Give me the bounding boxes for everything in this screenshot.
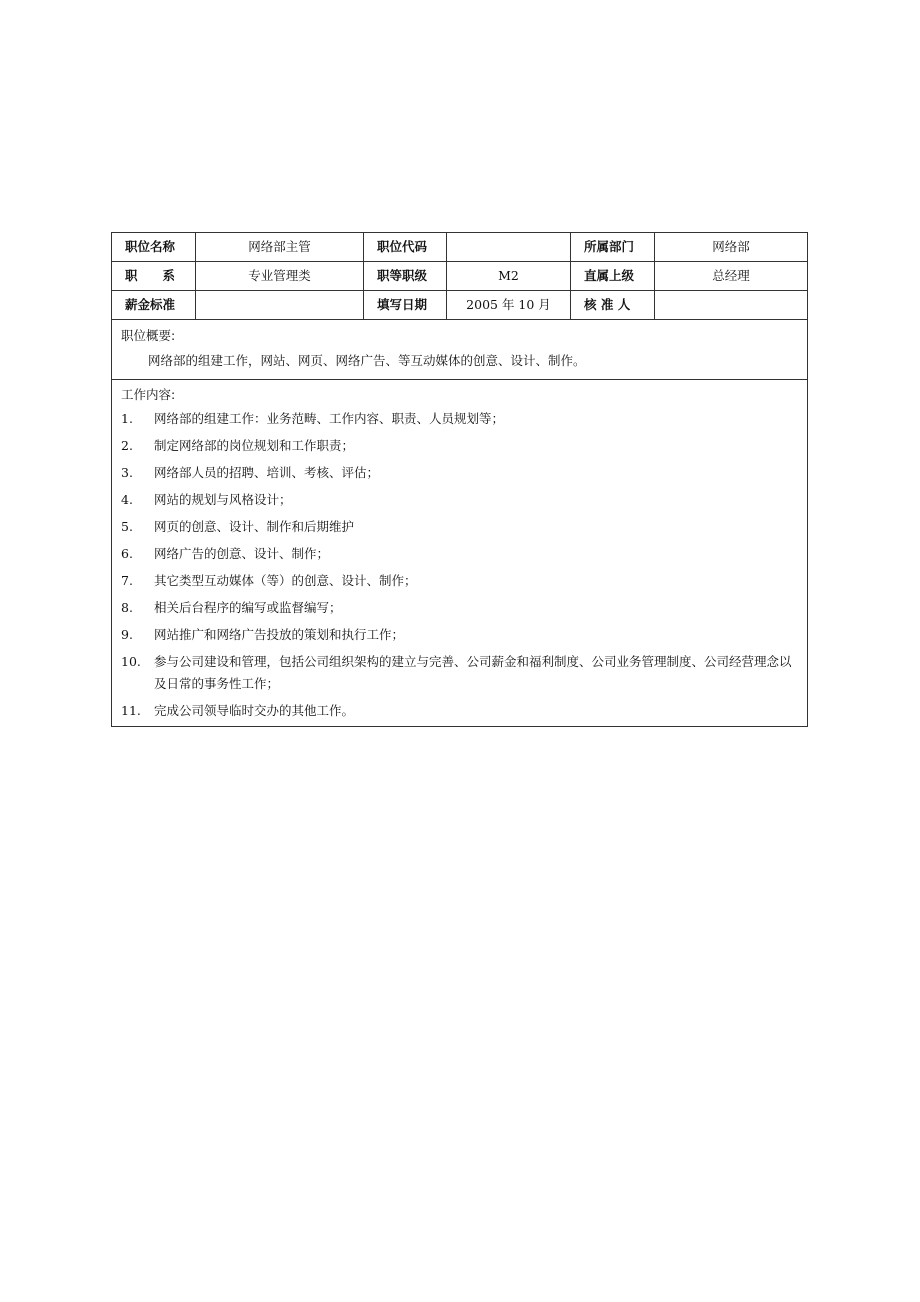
list-item [121, 624, 795, 646]
header-row-2 [112, 262, 808, 291]
list-item [121, 570, 795, 592]
duty-text: 参与公司建设和管理，包括公司组织架构的建立与完善、公司薪金和福利制度、公司业务管理制度、公司经营理念以及日常的事务性工作； [154, 653, 792, 691]
duty-text: 相关后台程序的编写或监督编写； [154, 599, 342, 615]
job-description-table [111, 232, 808, 727]
position-name-label: 职位名称 [112, 233, 196, 262]
duty-text: 网页的创意、设计、制作和后期维护 [154, 518, 355, 534]
supervisor-label: 直属上级 [571, 262, 655, 291]
list-item [121, 516, 795, 538]
duties-row [112, 380, 808, 727]
summary-title: 职位概要: [121, 328, 176, 343]
header-row-1 [112, 233, 808, 262]
approver-value [655, 291, 808, 320]
department-value: 网络部 [655, 233, 808, 262]
duty-text: 网站推广和网络广告投放的策划和执行工作； [154, 626, 405, 642]
salary-value [196, 291, 364, 320]
duty-text: 网络广告的创意、设计、制作； [154, 545, 330, 561]
grade-value: M2 [447, 262, 571, 291]
list-item [121, 597, 795, 619]
duties-list [121, 408, 795, 722]
list-item [121, 489, 795, 511]
duty-text: 其它类型互动媒体（等）的创意、设计、制作； [154, 572, 417, 588]
fill-date-label: 填写日期 [364, 291, 447, 320]
duties-title: 工作内容: [121, 387, 176, 402]
duty-text: 网络部的组建工作：业务范畴、工作内容、职责、人员规划等； [154, 410, 505, 426]
duties-cell [112, 380, 808, 727]
department-label: 所属部门 [571, 233, 655, 262]
summary-row [112, 320, 808, 380]
list-item [121, 700, 795, 722]
duty-number: 10. [121, 653, 141, 669]
list-item [121, 435, 795, 457]
list-item [121, 651, 795, 695]
duty-number: 1. [121, 410, 133, 426]
supervisor-value: 总经理 [655, 262, 808, 291]
duty-number: 7. [121, 572, 133, 588]
list-item [121, 408, 795, 430]
duty-number: 11. [121, 702, 141, 718]
duty-number: 2. [121, 437, 133, 453]
duty-number: 6. [121, 545, 133, 561]
duty-text: 完成公司领导临时交办的其他工作。 [154, 702, 355, 718]
duty-text: 网络部人员的招聘、培训、考核、评估； [154, 464, 380, 480]
duty-text: 制定网络部的岗位规划和工作职责； [154, 437, 355, 453]
duty-number: 3. [121, 464, 133, 480]
position-code-value [447, 233, 571, 262]
approver-label: 核 准 人 [571, 291, 655, 320]
grade-label: 职等职级 [364, 262, 447, 291]
fill-date-value: 2005 年 10 月 [447, 291, 571, 320]
summary-cell [112, 320, 808, 380]
duty-text: 网站的规划与风格设计； [154, 491, 292, 507]
header-row-3 [112, 291, 808, 320]
job-family-label: 职 系 [112, 262, 196, 291]
summary-text: 网络部的组建工作，网站、网页、网络广告、等互动媒体的创意、设计、制作。 [148, 352, 586, 368]
duty-number: 4. [121, 491, 133, 507]
list-item [121, 543, 795, 565]
position-code-label: 职位代码 [364, 233, 447, 262]
duty-number: 9. [121, 626, 133, 642]
duty-number: 8. [121, 599, 133, 615]
job-family-value: 专业管理类 [196, 262, 364, 291]
position-name-value: 网络部主管 [196, 233, 364, 262]
list-item [121, 462, 795, 484]
salary-label: 薪金标准 [112, 291, 196, 320]
duty-number: 5. [121, 518, 133, 534]
